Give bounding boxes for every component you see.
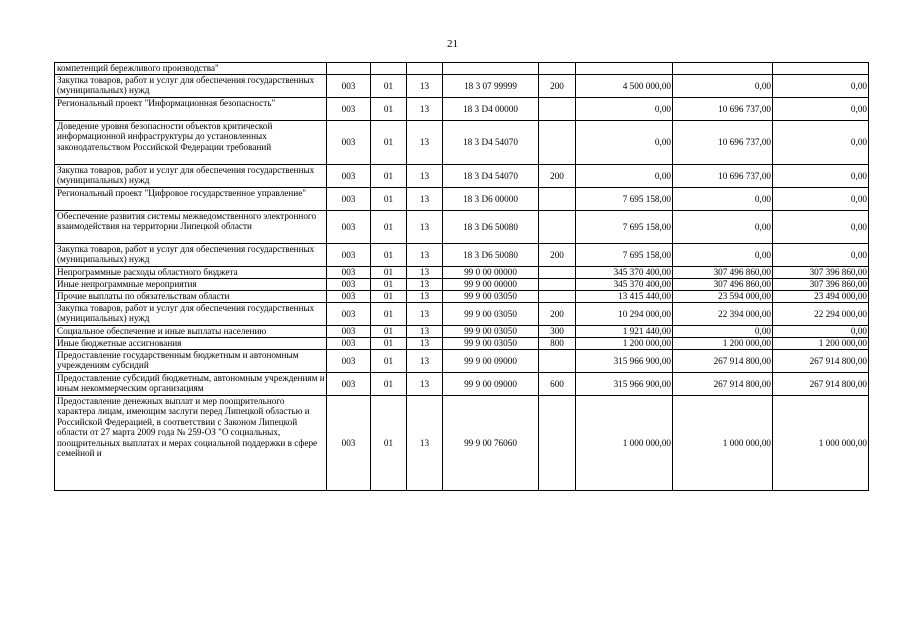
row-name: Непрограммные расходы областного бюджета bbox=[55, 267, 327, 279]
row-amount-year1: 1 200 000,00 bbox=[576, 338, 673, 350]
row-amount-year2: 307 496 860,00 bbox=[673, 267, 773, 279]
table-row bbox=[55, 211, 869, 244]
table-row bbox=[55, 303, 869, 326]
table-row bbox=[55, 338, 869, 350]
row-amount-year2 bbox=[673, 63, 773, 75]
row-subsection: 13 bbox=[407, 211, 443, 244]
row-expense-type: 600 bbox=[539, 373, 576, 396]
row-target-article: 99 9 00 03050 bbox=[443, 338, 539, 350]
row-expense-type: 300 bbox=[539, 326, 576, 338]
row-amount-year1: 345 370 400,00 bbox=[576, 267, 673, 279]
row-section: 01 bbox=[371, 98, 407, 121]
row-expense-type bbox=[539, 121, 576, 165]
row-amount-year1: 13 415 440,00 bbox=[576, 291, 673, 303]
row-expense-type bbox=[539, 188, 576, 211]
row-target-article: 99 9 00 00000 bbox=[443, 279, 539, 291]
row-grbs: 003 bbox=[327, 121, 371, 165]
row-amount-year3: 0,00 bbox=[773, 165, 869, 188]
row-expense-type bbox=[539, 396, 576, 491]
row-expense-type: 200 bbox=[539, 75, 576, 98]
row-subsection: 13 bbox=[407, 303, 443, 326]
row-grbs: 003 bbox=[327, 291, 371, 303]
row-grbs: 003 bbox=[327, 279, 371, 291]
table-row bbox=[55, 396, 869, 491]
row-section: 01 bbox=[371, 165, 407, 188]
row-target-article: 18 3 D6 00000 bbox=[443, 188, 539, 211]
table-row bbox=[55, 165, 869, 188]
row-name: Региональный проект "Цифровое государственное управление" bbox=[55, 188, 327, 211]
row-target-article: 99 9 00 03050 bbox=[443, 326, 539, 338]
table-row bbox=[55, 373, 869, 396]
row-amount-year2: 10 696 737,00 bbox=[673, 165, 773, 188]
row-section: 01 bbox=[371, 291, 407, 303]
row-name: Обеспечение развития системы межведомственного электронного взаимодействия на территории Липецкой области bbox=[55, 211, 327, 244]
row-grbs: 003 bbox=[327, 303, 371, 326]
row-subsection: 13 bbox=[407, 373, 443, 396]
row-grbs: 003 bbox=[327, 350, 371, 373]
row-target-article: 18 3 D6 50080 bbox=[443, 244, 539, 267]
row-name: Доведение уровня безопасности объектов критической информационной инфраструктуры до установленных законодательством Российской Федерации требований bbox=[55, 121, 327, 165]
row-name: Закупка товаров, работ и услуг для обеспечения государственных (муниципальных) нужд bbox=[55, 244, 327, 267]
table-row bbox=[55, 291, 869, 303]
row-amount-year1: 7 695 158,00 bbox=[576, 244, 673, 267]
row-target-article: 99 9 00 09000 bbox=[443, 373, 539, 396]
row-target-article: 18 3 D4 54070 bbox=[443, 121, 539, 165]
budget-table bbox=[54, 62, 869, 491]
row-name: Предоставление субсидий бюджетным, автономным учреждениям и иным некоммерческим организациям bbox=[55, 373, 327, 396]
row-section: 01 bbox=[371, 279, 407, 291]
row-subsection: 13 bbox=[407, 165, 443, 188]
row-section: 01 bbox=[371, 396, 407, 491]
row-grbs: 003 bbox=[327, 338, 371, 350]
row-amount-year1: 345 370 400,00 bbox=[576, 279, 673, 291]
row-target-article: 99 9 00 03050 bbox=[443, 291, 539, 303]
row-amount-year2: 0,00 bbox=[673, 75, 773, 98]
row-section: 01 bbox=[371, 121, 407, 165]
row-section bbox=[371, 63, 407, 75]
row-section: 01 bbox=[371, 303, 407, 326]
row-amount-year1: 0,00 bbox=[576, 165, 673, 188]
row-target-article: 18 3 07 99999 bbox=[443, 75, 539, 98]
row-subsection: 13 bbox=[407, 121, 443, 165]
row-amount-year2: 23 594 000,00 bbox=[673, 291, 773, 303]
table-row bbox=[55, 75, 869, 98]
row-amount-year3 bbox=[773, 63, 869, 75]
row-target-article: 99 0 00 00000 bbox=[443, 267, 539, 279]
row-name: Предоставление денежных выплат и мер поощрительного характера лицам, имеющим заслуги перед Липецкой областью и Российской Федерацией, в соответствии с Законом Липецкой области от 27 марта 2009 года № 259-ОЗ "О социальных, поощрительных выплатах и мерах социальной поддержки в сфере семейной и bbox=[55, 396, 327, 491]
row-grbs: 003 bbox=[327, 267, 371, 279]
row-amount-year3: 0,00 bbox=[773, 244, 869, 267]
row-expense-type: 200 bbox=[539, 244, 576, 267]
row-section: 01 bbox=[371, 188, 407, 211]
row-amount-year1: 1 921 440,00 bbox=[576, 326, 673, 338]
row-amount-year2: 10 696 737,00 bbox=[673, 98, 773, 121]
row-target-article: 99 9 00 76060 bbox=[443, 396, 539, 491]
table-row bbox=[55, 63, 869, 75]
row-subsection: 13 bbox=[407, 267, 443, 279]
row-expense-type: 800 bbox=[539, 338, 576, 350]
row-amount-year2: 0,00 bbox=[673, 188, 773, 211]
row-grbs: 003 bbox=[327, 98, 371, 121]
row-amount-year3: 0,00 bbox=[773, 188, 869, 211]
row-amount-year1: 0,00 bbox=[576, 98, 673, 121]
row-name: Иные бюджетные ассигнования bbox=[55, 338, 327, 350]
row-amount-year3: 0,00 bbox=[773, 121, 869, 165]
row-amount-year1: 0,00 bbox=[576, 121, 673, 165]
row-section: 01 bbox=[371, 326, 407, 338]
row-section: 01 bbox=[371, 267, 407, 279]
row-amount-year3: 22 294 000,00 bbox=[773, 303, 869, 326]
table-row bbox=[55, 350, 869, 373]
row-subsection: 13 bbox=[407, 188, 443, 211]
row-expense-type bbox=[539, 279, 576, 291]
row-name: Прочие выплаты по обязательствам области bbox=[55, 291, 327, 303]
row-subsection: 13 bbox=[407, 338, 443, 350]
row-subsection: 13 bbox=[407, 396, 443, 491]
row-target-article: 18 3 D6 50080 bbox=[443, 211, 539, 244]
row-subsection: 13 bbox=[407, 291, 443, 303]
row-amount-year1: 315 966 900,00 bbox=[576, 373, 673, 396]
row-target-article: 18 3 D4 00000 bbox=[443, 98, 539, 121]
row-grbs: 003 bbox=[327, 165, 371, 188]
row-amount-year3: 307 396 860,00 bbox=[773, 279, 869, 291]
row-expense-type bbox=[539, 63, 576, 75]
row-amount-year1: 7 695 158,00 bbox=[576, 188, 673, 211]
row-name: Региональный проект "Информационная безопасность" bbox=[55, 98, 327, 121]
row-grbs: 003 bbox=[327, 326, 371, 338]
row-amount-year2: 0,00 bbox=[673, 326, 773, 338]
row-expense-type: 200 bbox=[539, 303, 576, 326]
row-name: Закупка товаров, работ и услуг для обеспечения государственных (муниципальных) нужд bbox=[55, 165, 327, 188]
row-grbs: 003 bbox=[327, 211, 371, 244]
table-row bbox=[55, 244, 869, 267]
row-expense-type bbox=[539, 350, 576, 373]
row-subsection: 13 bbox=[407, 98, 443, 121]
table-row bbox=[55, 267, 869, 279]
row-name: Иные непрограммные мероприятия bbox=[55, 279, 327, 291]
row-subsection: 13 bbox=[407, 279, 443, 291]
row-amount-year1: 7 695 158,00 bbox=[576, 211, 673, 244]
row-amount-year1: 1 000 000,00 bbox=[576, 396, 673, 491]
table-row bbox=[55, 279, 869, 291]
row-section: 01 bbox=[371, 75, 407, 98]
row-amount-year1: 4 500 000,00 bbox=[576, 75, 673, 98]
table-row bbox=[55, 121, 869, 165]
row-amount-year2: 307 496 860,00 bbox=[673, 279, 773, 291]
row-target-article: 99 9 00 03050 bbox=[443, 303, 539, 326]
row-amount-year2: 1 000 000,00 bbox=[673, 396, 773, 491]
row-name: Закупка товаров, работ и услуг для обеспечения государственных (муниципальных) нужд bbox=[55, 303, 327, 326]
row-amount-year3: 267 914 800,00 bbox=[773, 350, 869, 373]
row-section: 01 bbox=[371, 350, 407, 373]
row-amount-year2: 0,00 bbox=[673, 211, 773, 244]
table-row bbox=[55, 326, 869, 338]
row-expense-type bbox=[539, 98, 576, 121]
row-subsection: 13 bbox=[407, 244, 443, 267]
row-subsection: 13 bbox=[407, 326, 443, 338]
row-amount-year3: 0,00 bbox=[773, 326, 869, 338]
row-expense-type bbox=[539, 267, 576, 279]
row-amount-year2: 0,00 bbox=[673, 244, 773, 267]
row-section: 01 bbox=[371, 338, 407, 350]
row-grbs: 003 bbox=[327, 373, 371, 396]
row-section: 01 bbox=[371, 373, 407, 396]
table-row bbox=[55, 98, 869, 121]
row-name: Закупка товаров, работ и услуг для обеспечения государственных (муниципальных) нужд bbox=[55, 75, 327, 98]
row-grbs: 003 bbox=[327, 188, 371, 211]
row-amount-year3: 1 000 000,00 bbox=[773, 396, 869, 491]
row-grbs: 003 bbox=[327, 75, 371, 98]
row-amount-year1: 10 294 000,00 bbox=[576, 303, 673, 326]
row-grbs: 003 bbox=[327, 244, 371, 267]
row-section: 01 bbox=[371, 244, 407, 267]
row-amount-year3: 0,00 bbox=[773, 75, 869, 98]
row-subsection bbox=[407, 63, 443, 75]
row-target-article: 18 3 D4 54070 bbox=[443, 165, 539, 188]
row-section: 01 bbox=[371, 211, 407, 244]
row-target-article bbox=[443, 63, 539, 75]
row-name: Социальное обеспечение и иные выплаты населению bbox=[55, 326, 327, 338]
row-amount-year3: 0,00 bbox=[773, 211, 869, 244]
row-target-article: 99 9 00 09000 bbox=[443, 350, 539, 373]
row-subsection: 13 bbox=[407, 75, 443, 98]
row-amount-year2: 267 914 800,00 bbox=[673, 373, 773, 396]
row-amount-year3: 0,00 bbox=[773, 98, 869, 121]
row-amount-year1 bbox=[576, 63, 673, 75]
row-name: компетенций бережливого производства" bbox=[55, 63, 327, 75]
row-name: Предоставление государственным бюджетным и автономным учреждениям субсидий bbox=[55, 350, 327, 373]
row-grbs: 003 bbox=[327, 396, 371, 491]
row-subsection: 13 bbox=[407, 350, 443, 373]
row-amount-year3: 23 494 000,00 bbox=[773, 291, 869, 303]
row-amount-year2: 22 394 000,00 bbox=[673, 303, 773, 326]
row-amount-year3: 1 200 000,00 bbox=[773, 338, 869, 350]
row-amount-year2: 10 696 737,00 bbox=[673, 121, 773, 165]
row-amount-year3: 307 396 860,00 bbox=[773, 267, 869, 279]
row-amount-year2: 1 200 000,00 bbox=[673, 338, 773, 350]
row-grbs bbox=[327, 63, 371, 75]
row-amount-year3: 267 914 800,00 bbox=[773, 373, 869, 396]
row-expense-type bbox=[539, 211, 576, 244]
table-row bbox=[55, 188, 869, 211]
page-number: 21 bbox=[447, 38, 458, 50]
row-amount-year1: 315 966 900,00 bbox=[576, 350, 673, 373]
row-amount-year2: 267 914 800,00 bbox=[673, 350, 773, 373]
row-expense-type bbox=[539, 291, 576, 303]
row-expense-type: 200 bbox=[539, 165, 576, 188]
